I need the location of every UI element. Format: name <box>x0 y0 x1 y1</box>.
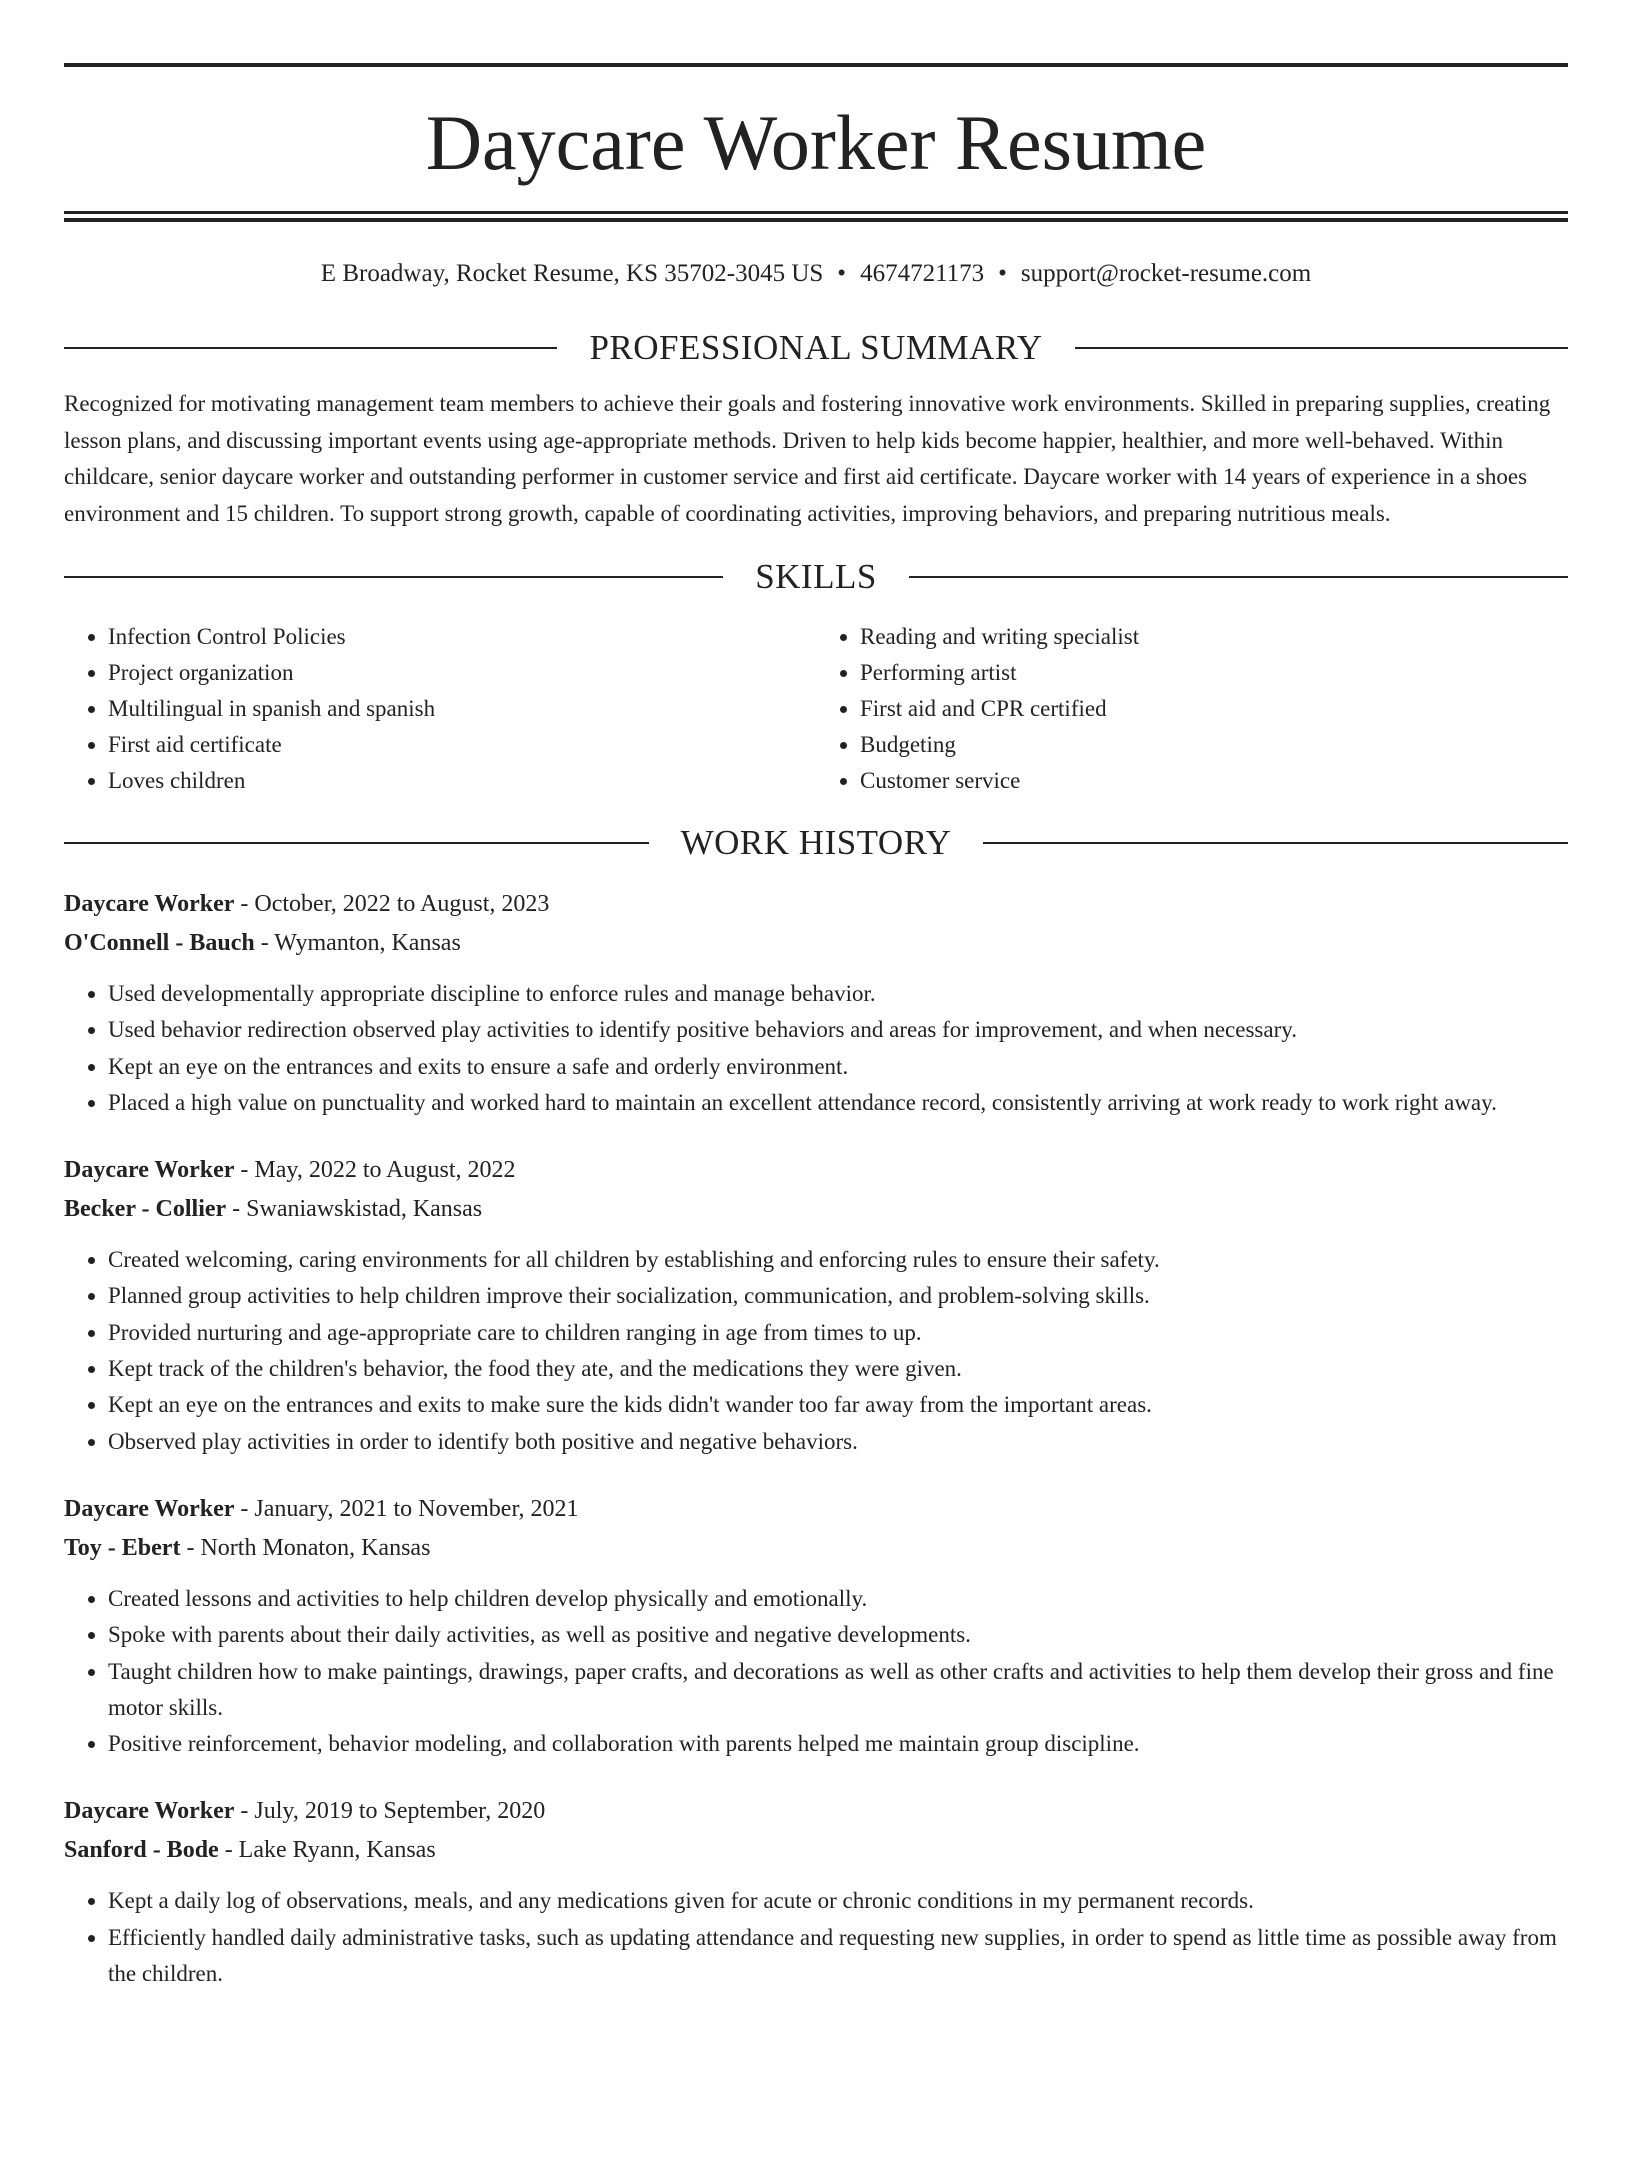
job-bullets <box>64 1242 1568 1460</box>
job-title-line <box>64 1490 1568 1529</box>
job-title-line <box>64 1792 1568 1831</box>
job-bullet: • Used behavior redirection observed play activities to identify positive behaviors and areas for improvement, and when necessary. <box>108 1012 1568 1048</box>
job-company-line <box>64 1831 1568 1870</box>
skills-section-heading <box>64 555 1568 599</box>
summary-section-heading <box>64 326 1568 370</box>
job-bullet: • Positive reinforcement, behavior modeling, and collaboration with parents helped me maintain group discipline. <box>108 1726 1568 1762</box>
job-title: Daycare Worker <box>64 1495 235 1522</box>
job-company-line <box>64 1529 1568 1568</box>
contact-email: support@rocket-resume.com <box>1020 260 1312 287</box>
job-bullet: • Planned group activities to help children improve their socialization, communication, and problem-solving skills. <box>108 1278 1568 1314</box>
contact-line <box>64 258 1568 290</box>
contact-address: E Broadway, Rocket Resume, KS 35702-3045 US <box>320 260 824 287</box>
job-company-line <box>64 1190 1568 1229</box>
heading-rule <box>983 842 1568 844</box>
contact-separator: • <box>998 260 1007 287</box>
skill-item: • Project organization <box>108 655 816 691</box>
skill-item: • Infection Control Policies <box>108 619 816 655</box>
job-bullet: • Efficiently handled daily administrative tasks, such as updating attendance and requesting new supplies, in order to spend as little time as possible away from the children. <box>108 1920 1568 1993</box>
job-entry <box>64 1151 1568 1460</box>
job-bullets <box>64 1581 1568 1762</box>
job-title: Daycare Worker <box>64 891 235 917</box>
skills-heading-label: SKILLS <box>755 557 877 596</box>
job-bullet: • Created lessons and activities to help children develop physically and emotionally. <box>108 1581 1568 1617</box>
job-bullet: • Used developmentally appropriate discipline to enforce rules and manage behavior. <box>108 976 1568 1012</box>
job-title: Daycare Worker <box>64 1798 235 1825</box>
job-location: - North Monaton, Kansas <box>186 1534 431 1561</box>
skill-item: • First aid and CPR certified <box>860 691 1568 727</box>
heading-rule <box>64 347 557 349</box>
job-entry <box>64 1792 1568 1992</box>
skill-item: • Multilingual in spanish and spanish <box>108 691 816 727</box>
job-entry <box>64 1490 1568 1762</box>
job-location: - Lake Ryann, Kansas <box>224 1837 436 1864</box>
top-rule <box>64 63 1568 67</box>
job-company: Toy - Ebert <box>64 1534 181 1561</box>
job-dates: - October, 2022 to August, 2023 <box>240 891 550 917</box>
job-bullet: • Observed play activities in order to identify both positive and negative behaviors. <box>108 1424 1568 1460</box>
job-bullet: • Kept an eye on the entrances and exits to ensure a safe and orderly environment. <box>108 1049 1568 1085</box>
skill-item: • Loves children <box>108 763 816 799</box>
title-double-rule <box>64 211 1568 222</box>
job-title-line <box>64 885 1568 924</box>
work-history-section-heading <box>64 821 1568 865</box>
contact-separator: • <box>837 260 847 287</box>
job-bullets <box>64 976 1568 1121</box>
skill-item: • Budgeting <box>860 727 1568 763</box>
job-dates: - January, 2021 to November, 2021 <box>240 1495 579 1522</box>
job-bullet: • Kept track of the children's behavior, the food they ate, and the medications they were given. <box>108 1351 1568 1387</box>
skills-column-left <box>64 619 816 799</box>
job-title-line <box>64 1151 1568 1190</box>
job-title: Daycare Worker <box>64 1157 235 1184</box>
summary-text: Recognized for motivating management team members to achieve their goals and fostering innovative work environments. Skilled in preparing supplies, creating lesson plans, and discussing important events using age-appropriate methods. Driven to help kids become happier, healthier, and more well-behaved. Within childcare, senior daycare worker and outstanding performer in customer service and first aid certificate. Daycare worker with 14 years of experience in a shoes environment and 15 children. To support strong growth, capable of coordinating activities, improving behaviors, and preparing nutritious meals. <box>64 391 1551 526</box>
heading-rule <box>64 576 723 578</box>
heading-rule <box>909 576 1568 578</box>
job-company: Sanford - Bode <box>64 1837 219 1864</box>
summary-heading-label: PROFESSIONAL SUMMARY <box>589 328 1043 367</box>
heading-rule <box>64 842 649 844</box>
job-bullet: • Provided nurturing and age-appropriate care to children ranging in age from times to up. <box>108 1315 1568 1351</box>
job-location: - Wymanton, Kansas <box>260 930 461 956</box>
job-bullet: • Taught children how to make paintings, drawings, paper crafts, and decorations as well as other crafts and activities to help them develop their gross and fine motor skills. <box>108 1654 1568 1727</box>
skill-item: • Reading and writing specialist <box>860 619 1568 655</box>
page-title: Daycare Worker Resume <box>425 99 1207 186</box>
job-bullet: • Kept a daily log of observations, meals, and any medications given for acute or chronic conditions in my permanent records. <box>108 1883 1568 1919</box>
job-company-line <box>64 924 1568 963</box>
job-bullet: • Created welcoming, caring environments for all children by establishing and enforcing rules to ensure their safety. <box>108 1242 1568 1278</box>
job-company: O'Connell - Bauch <box>64 930 255 956</box>
job-bullet: • Spoke with parents about their daily activities, as well as positive and negative developments. <box>108 1617 1568 1653</box>
job-company: Becker - Collier <box>64 1196 227 1223</box>
skills-list <box>64 619 1568 799</box>
skill-item: • Customer service <box>860 763 1568 799</box>
skills-column-right <box>816 619 1568 799</box>
job-entry <box>64 885 1568 1121</box>
job-bullets <box>64 1883 1568 1992</box>
skill-item: • First aid certificate <box>108 727 816 763</box>
heading-rule <box>1075 347 1568 349</box>
contact-phone: 4674721173 <box>860 260 985 287</box>
job-bullet: • Placed a high value on punctuality and worked hard to maintain an excellent attendance record, consistently arriving at work ready to work right away. <box>108 1085 1568 1121</box>
job-bullet: • Kept an eye on the entrances and exits to make sure the kids didn't wander too far away from the important areas. <box>108 1387 1568 1423</box>
job-location: - Swaniawskistad, Kansas <box>232 1196 483 1223</box>
job-dates: - July, 2019 to September, 2020 <box>240 1798 546 1825</box>
work-heading-label: WORK HISTORY <box>680 823 952 862</box>
job-dates: - May, 2022 to August, 2022 <box>240 1157 516 1184</box>
resume-page <box>0 63 1632 2175</box>
skill-item: • Performing artist <box>860 655 1568 691</box>
